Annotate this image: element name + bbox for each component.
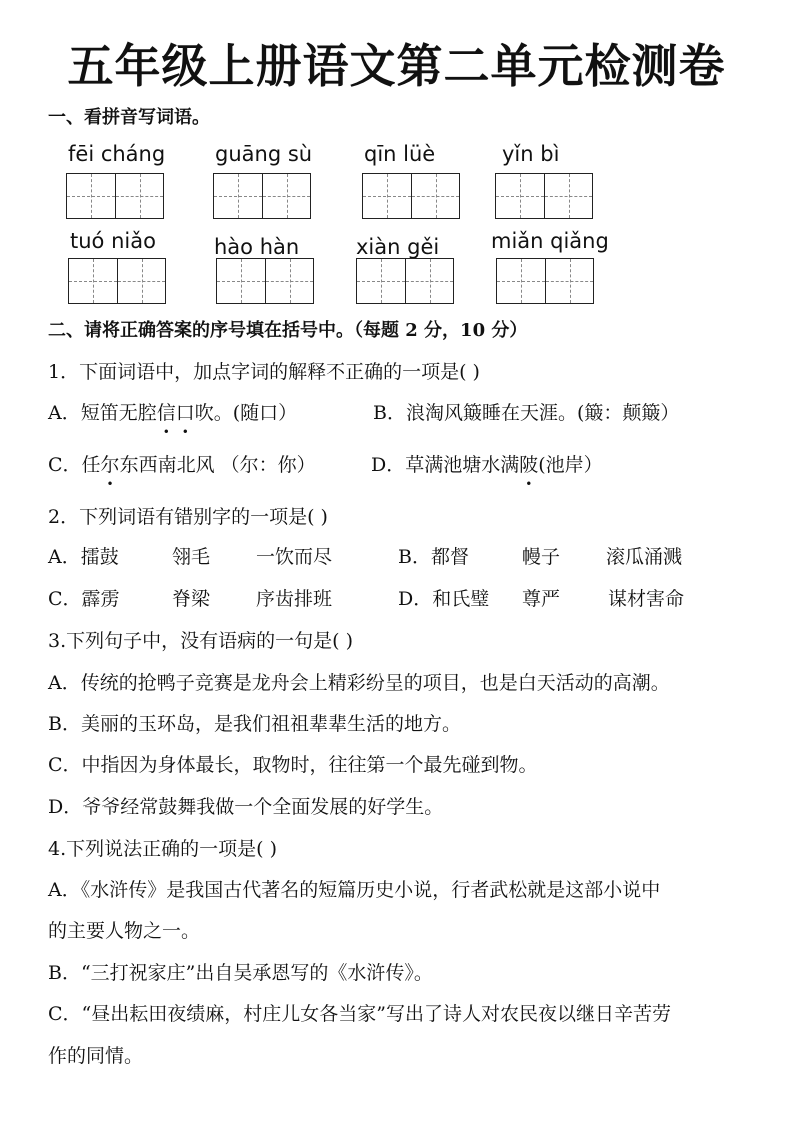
q1-option-d	[371, 450, 603, 477]
q1-a-dot-char1: 信	[156, 402, 176, 424]
q4-option-a-line2: 的主要人物之一。	[48, 920, 201, 942]
q2-b-word1: B．都督	[398, 546, 469, 568]
q1-stem: 1．下面词语中，加点字词的解释不正确的一项是( )	[48, 361, 480, 383]
q2-c-word1: C．霹雳	[48, 588, 120, 610]
q2-c-word2: 脊梁	[172, 588, 211, 610]
q2-d-word1: D．和氏璧	[398, 588, 490, 610]
q2-b-word2: 幔子	[522, 546, 561, 568]
q2-d-word3: 谋材害命	[608, 588, 685, 610]
q3-option-d: D．爷爷经常鼓舞我做一个全面发展的好学生。	[48, 796, 444, 818]
q4-stem: 4.下列说法正确的一项是( )	[48, 838, 277, 860]
q1-d-post: (池岸）	[538, 454, 603, 476]
pinyin-7: xiàn gěi	[356, 235, 440, 259]
pinyin-5: tuó niǎo	[70, 229, 156, 253]
q2-a-word3: 一饮而尽	[256, 546, 333, 568]
answer-grid-1[interactable]	[66, 173, 164, 219]
answer-grid-8[interactable]	[496, 258, 594, 304]
q1-a-dot-char2: 口	[175, 402, 195, 424]
q3-stem: 3.下列句子中，没有语病的一句是( )	[48, 630, 353, 652]
q1-option-a	[48, 398, 297, 425]
q4-option-c-line1: C．“昼出耘田夜绩麻，村庄儿女各当家”写出了诗人对农民夜以继日辛苦劳	[48, 1003, 671, 1025]
answer-grid-6[interactable]	[216, 258, 314, 304]
section2-heading: 二、请将正确答案的序号填在括号中。（每题 2 分，10 分）	[48, 320, 528, 341]
q1-c-dot-char: 尔	[100, 454, 120, 476]
q1-d-pre: D．草满池塘水满	[371, 454, 520, 476]
q1-d-dot-char: 陂	[519, 454, 539, 476]
pinyin-4: yǐn bì	[502, 142, 560, 166]
q2-a-word1: A．擂鼓	[48, 546, 119, 568]
pinyin-1: fēi cháng	[68, 142, 166, 166]
q1-c-pre: C．任	[48, 454, 101, 476]
q2-d-word2: 尊严	[522, 588, 561, 610]
pinyin-6: hào hàn	[214, 235, 300, 259]
q2-c-word3: 序齿排班	[256, 588, 333, 610]
q2-b-word3: 滚瓜涌溅	[606, 546, 683, 568]
section1-heading: 一、看拼音写词语。	[48, 107, 210, 128]
q4-option-a-line1: A．《水浒传》是我国古代著名的短篇历史小说，行者武松就是这部小说中	[48, 879, 661, 901]
answer-grid-2[interactable]	[213, 173, 311, 219]
q3-option-c: C．中指因为身体最长，取物时，往往第一个最先碰到物。	[48, 754, 538, 776]
pinyin-2: guāng sù	[215, 142, 313, 166]
q3-option-b: B．美丽的玉环岛，是我们祖祖辈辈生活的地方。	[48, 713, 461, 735]
q2-stem: 2．下列词语有错别字的一项是( )	[48, 506, 328, 528]
pinyin-3: qīn lüè	[364, 142, 436, 166]
q1-a-post: 吹。(随口）	[194, 402, 298, 424]
q1-option-b: B．浪淘风簸睡在天涯。(簸：颠簸）	[373, 402, 680, 424]
answer-grid-7[interactable]	[356, 258, 454, 304]
q4-option-b: B．“三打祝家庄”出自吴承恩写的《水浒传》。	[48, 962, 433, 984]
q1-option-c	[48, 450, 316, 477]
answer-grid-4[interactable]	[495, 173, 593, 219]
answer-grid-5[interactable]	[68, 258, 166, 304]
answer-grid-3[interactable]	[362, 173, 460, 219]
q4-option-c-line2: 作的同情。	[48, 1045, 144, 1067]
page-title: 五年级上册语文第二单元检测卷	[67, 39, 726, 93]
pinyin-8: miǎn qiǎng	[491, 229, 609, 253]
q1-c-post: 东西南北风 （尔：你）	[119, 454, 316, 476]
q2-a-word2: 翎毛	[172, 546, 211, 568]
q1-a-pre: A．短笛无腔	[48, 402, 157, 424]
q3-option-a: A．传统的抢鸭子竞赛是龙舟会上精彩纷呈的项目，也是白天活动的高潮。	[48, 672, 670, 694]
